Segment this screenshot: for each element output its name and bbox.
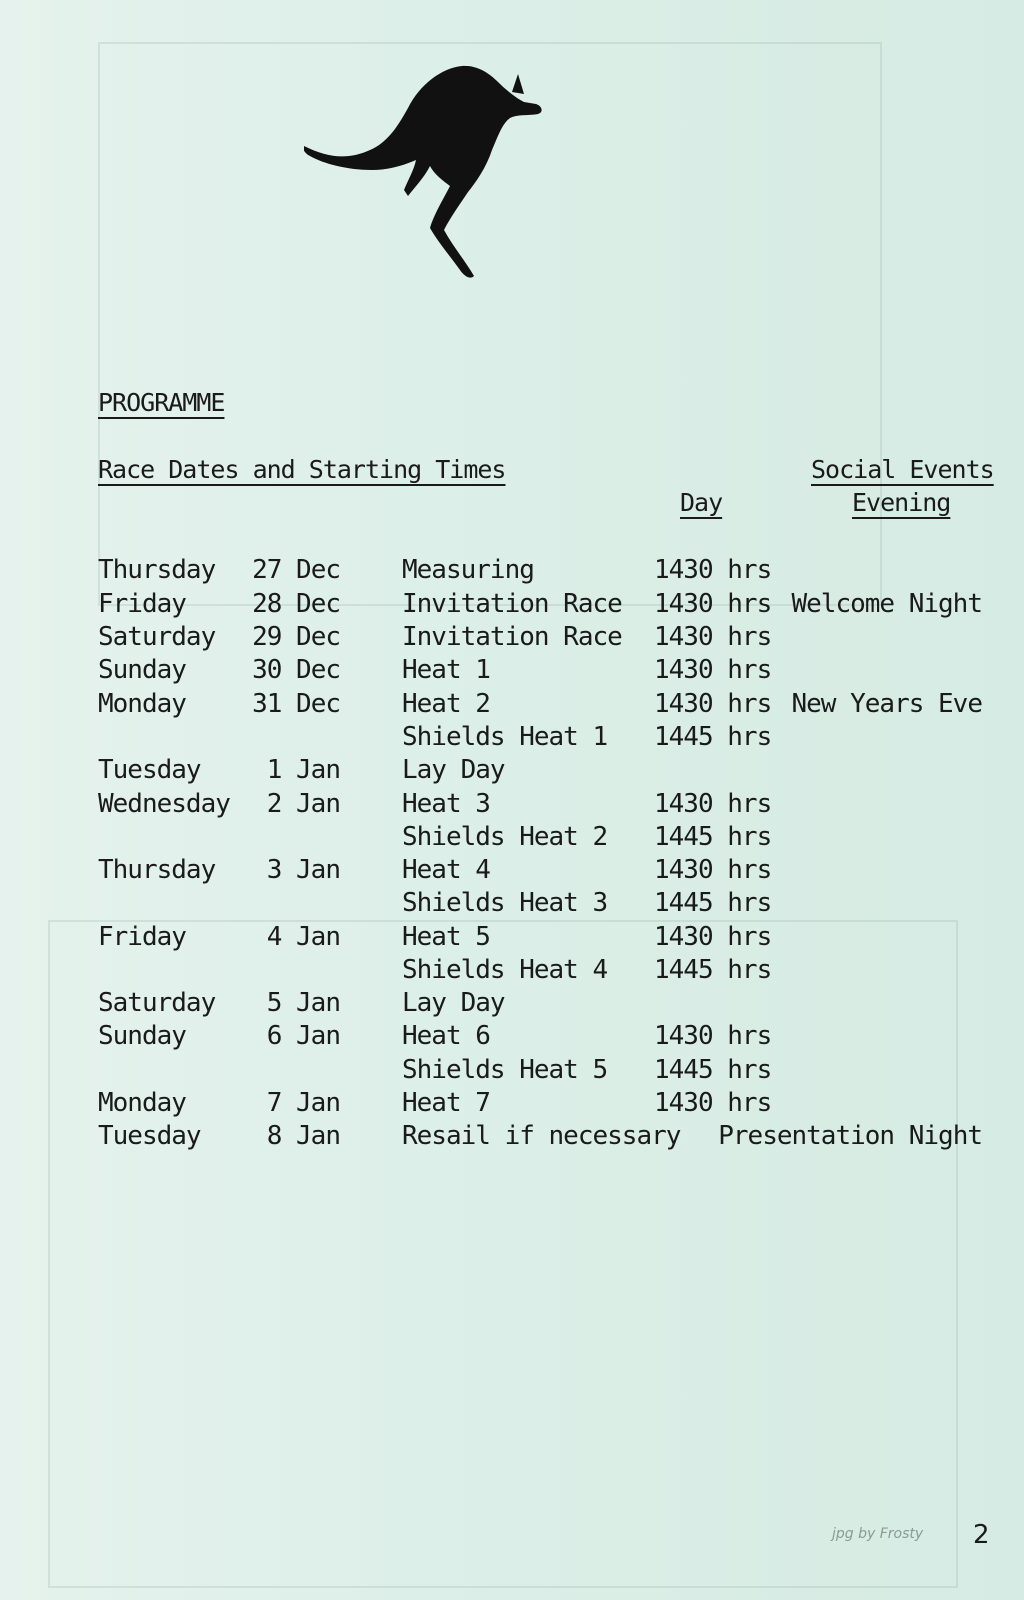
row-event: Shields Heat 4 xyxy=(402,955,608,985)
schedule-row xyxy=(0,1121,1024,1151)
row-event: Shields Heat 5 xyxy=(402,1055,608,1085)
row-date: 2 Jan xyxy=(266,789,340,819)
scan-credit: jpg by Frosty xyxy=(832,1526,924,1542)
row-event: Heat 7 xyxy=(402,1088,490,1118)
row-date: 30 Dec xyxy=(252,655,340,685)
schedule-row xyxy=(0,789,1024,819)
row-social: New Years Eve xyxy=(791,689,982,719)
row-event: Shields Heat 2 xyxy=(402,822,608,852)
row-time: 1430 hrs xyxy=(654,622,772,652)
row-day: Sunday xyxy=(98,1021,186,1051)
row-event: Lay Day xyxy=(402,755,505,785)
row-event: Heat 1 xyxy=(402,655,490,685)
row-date: 4 Jan xyxy=(266,922,340,952)
kangaroo-logo xyxy=(304,62,548,280)
row-date: 8 Jan xyxy=(266,1121,340,1151)
schedule-row xyxy=(0,722,1024,752)
row-event: Heat 4 xyxy=(402,855,490,885)
row-time: 1445 hrs xyxy=(654,722,772,752)
row-date: 3 Jan xyxy=(266,855,340,885)
row-day: Saturday xyxy=(98,622,216,652)
schedule-row xyxy=(0,555,1024,585)
row-event: Heat 6 xyxy=(402,1021,490,1051)
row-time: 1430 hrs xyxy=(654,789,772,819)
page-number: 2 xyxy=(973,1520,990,1550)
row-time: 1445 hrs xyxy=(654,822,772,852)
schedule-row xyxy=(0,689,1024,719)
row-day: Monday xyxy=(98,1088,186,1118)
row-event: Heat 3 xyxy=(402,789,490,819)
row-day: Sunday xyxy=(98,655,186,685)
row-day: Tuesday xyxy=(98,1121,201,1151)
row-date: 28 Dec xyxy=(252,589,340,619)
row-event: Resail if necessary xyxy=(402,1121,681,1151)
row-day: Wednesday xyxy=(98,789,230,819)
row-day: Thursday xyxy=(98,855,216,885)
day-heading: Day xyxy=(680,488,723,517)
row-day: Tuesday xyxy=(98,755,201,785)
row-date: 29 Dec xyxy=(252,622,340,652)
row-day: Monday xyxy=(98,689,186,719)
row-time: 1445 hrs xyxy=(654,888,772,918)
row-time: 1430 hrs xyxy=(654,855,772,885)
row-time: 1430 hrs xyxy=(654,689,772,719)
row-day: Thursday xyxy=(98,555,216,585)
schedule-row xyxy=(0,755,1024,785)
row-day: Saturday xyxy=(98,988,216,1018)
row-event: Heat 5 xyxy=(402,922,490,952)
evening-heading: Evening xyxy=(852,488,951,517)
row-event: Shields Heat 1 xyxy=(402,722,608,752)
row-event: Invitation Race xyxy=(402,589,622,619)
row-time: 1430 hrs xyxy=(654,922,772,952)
row-event: Invitation Race xyxy=(402,622,622,652)
row-day: Friday xyxy=(98,922,186,952)
social-events-heading: Social Events xyxy=(811,455,994,484)
race-dates-heading: Race Dates and Starting Times xyxy=(98,455,506,484)
schedule-row xyxy=(0,988,1024,1018)
schedule-row xyxy=(0,1055,1024,1085)
programme-title: PROGRAMME xyxy=(98,388,225,417)
row-time: 1445 hrs xyxy=(654,955,772,985)
row-date: 6 Jan xyxy=(266,1021,340,1051)
row-date: 1 Jan xyxy=(266,755,340,785)
schedule-row xyxy=(0,589,1024,619)
schedule-row xyxy=(0,622,1024,652)
schedule-row xyxy=(0,922,1024,952)
row-time: 1430 hrs xyxy=(654,555,772,585)
row-event: Heat 2 xyxy=(402,689,490,719)
row-social: Presentation Night xyxy=(718,1121,982,1151)
schedule-row xyxy=(0,1088,1024,1118)
row-time: 1430 hrs xyxy=(654,1088,772,1118)
row-date: 5 Jan xyxy=(266,988,340,1018)
schedule-row xyxy=(0,855,1024,885)
row-time: 1445 hrs xyxy=(654,1055,772,1085)
schedule-row xyxy=(0,822,1024,852)
row-social: Welcome Night xyxy=(791,589,982,619)
schedule-row xyxy=(0,655,1024,685)
schedule-row xyxy=(0,1021,1024,1051)
row-time: 1430 hrs xyxy=(654,1021,772,1051)
row-date: 7 Jan xyxy=(266,1088,340,1118)
row-date: 27 Dec xyxy=(252,555,340,585)
row-time: 1430 hrs xyxy=(654,589,772,619)
schedule-row xyxy=(0,888,1024,918)
row-event: Lay Day xyxy=(402,988,505,1018)
schedule-row xyxy=(0,955,1024,985)
row-date: 31 Dec xyxy=(252,689,340,719)
row-day: Friday xyxy=(98,589,186,619)
row-time: 1430 hrs xyxy=(654,655,772,685)
row-event: Measuring xyxy=(402,555,534,585)
row-event: Shields Heat 3 xyxy=(402,888,608,918)
